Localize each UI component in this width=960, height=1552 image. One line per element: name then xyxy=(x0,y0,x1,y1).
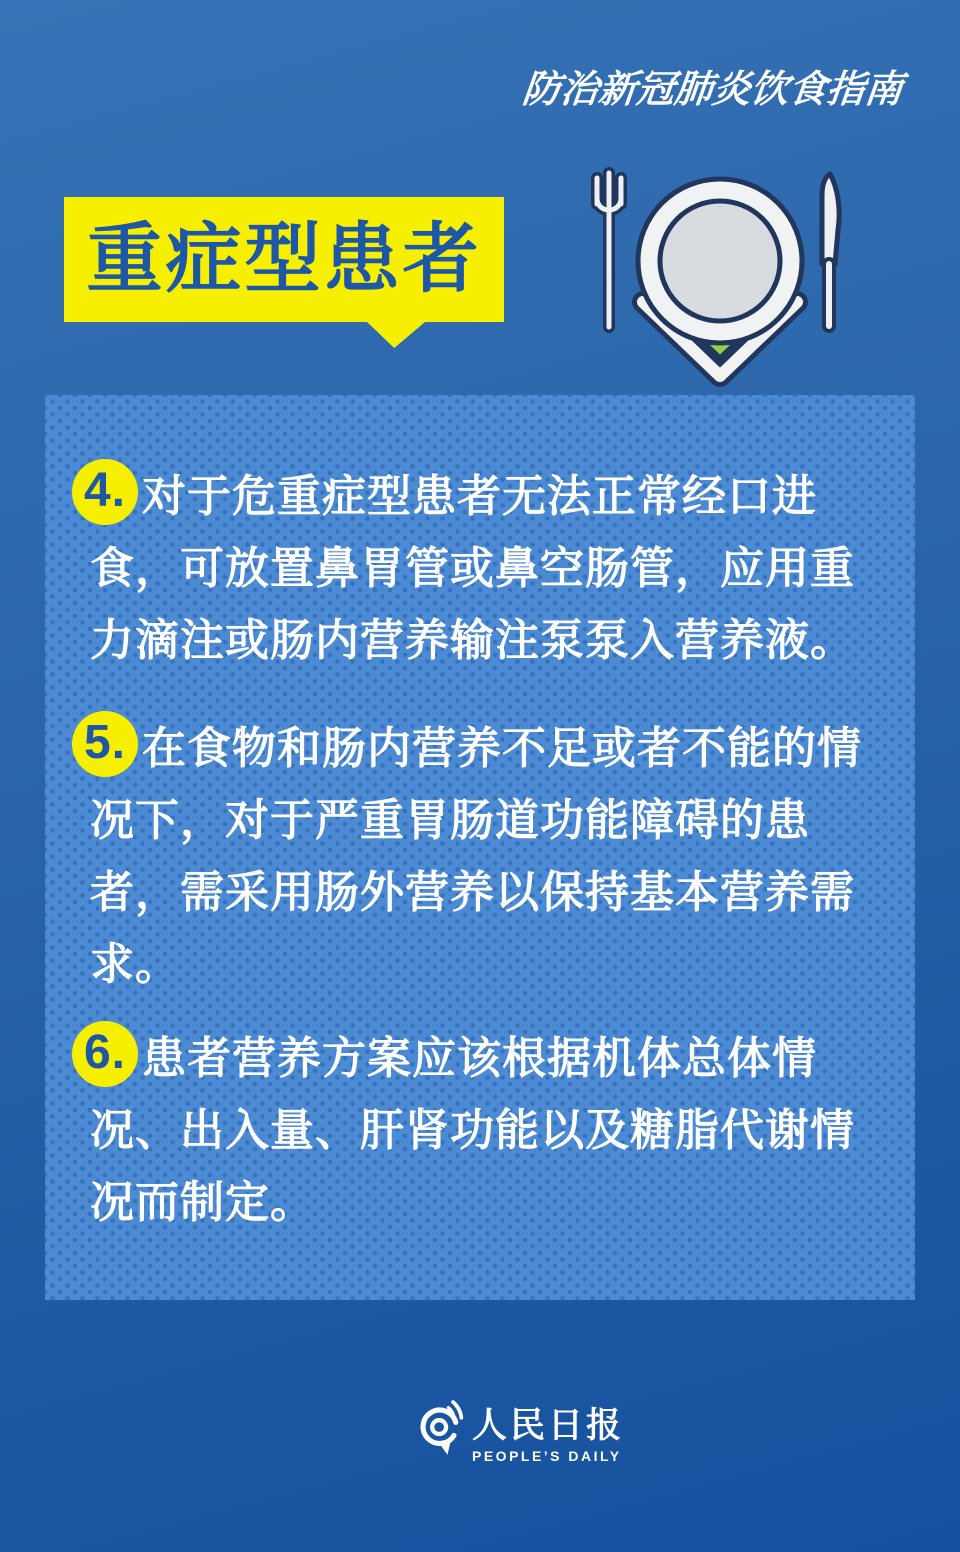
item-number-badge: 5. xyxy=(72,711,138,777)
peoples-daily-logo xyxy=(416,1396,624,1464)
page-title: 重症型患者 xyxy=(86,217,482,302)
title-speech-bubble xyxy=(64,197,504,322)
item-number-badge: 4. xyxy=(72,459,138,525)
at-megaphone-icon xyxy=(416,1396,466,1460)
item-text-line: 者，需采用肠外营养以保持基本营养需 xyxy=(90,868,855,917)
item-text-line: 况下，对于严重胃肠道功能障碍的患 xyxy=(90,796,810,845)
item-text-line: 患者营养方案应该根据机体总体情 xyxy=(142,1034,817,1083)
speech-bubble-tail xyxy=(367,322,425,348)
list-item-4 xyxy=(83,461,879,677)
item-text-line: 对于危重症型患者无法正常经口进 xyxy=(142,472,817,521)
logo-text-column xyxy=(472,1396,624,1464)
header-slogan: 防治新冠肺炎饮食指南 xyxy=(520,69,905,111)
fork-plate-knife-icon xyxy=(585,166,855,398)
knife-icon xyxy=(822,174,839,326)
item-text-line: 况、出入量、肝肾功能以及糖脂代谢情 xyxy=(90,1106,855,1155)
item-text-line: 求。 xyxy=(90,940,180,989)
item-text-line: 在食物和肠内营养不足或者不能的情 xyxy=(142,724,862,773)
item-text-line: 食，可放置鼻胃管或鼻空肠管，应用重 xyxy=(90,544,855,593)
item-text-line: 力滴注或肠内营养输注泵泵入营养液。 xyxy=(90,616,855,665)
logo-chinese-name: 人民日报 xyxy=(472,1406,625,1445)
list-item-6 xyxy=(83,1023,879,1239)
content-card xyxy=(45,395,915,1300)
list-item-5 xyxy=(83,713,879,1001)
item-text-line: 况而制定。 xyxy=(90,1178,315,1227)
plate-icon xyxy=(638,179,802,343)
fork-icon xyxy=(597,173,621,327)
item-number-badge: 6. xyxy=(72,1021,138,1087)
logo-english-name: PEOPLE’S DAILY xyxy=(472,1448,622,1464)
